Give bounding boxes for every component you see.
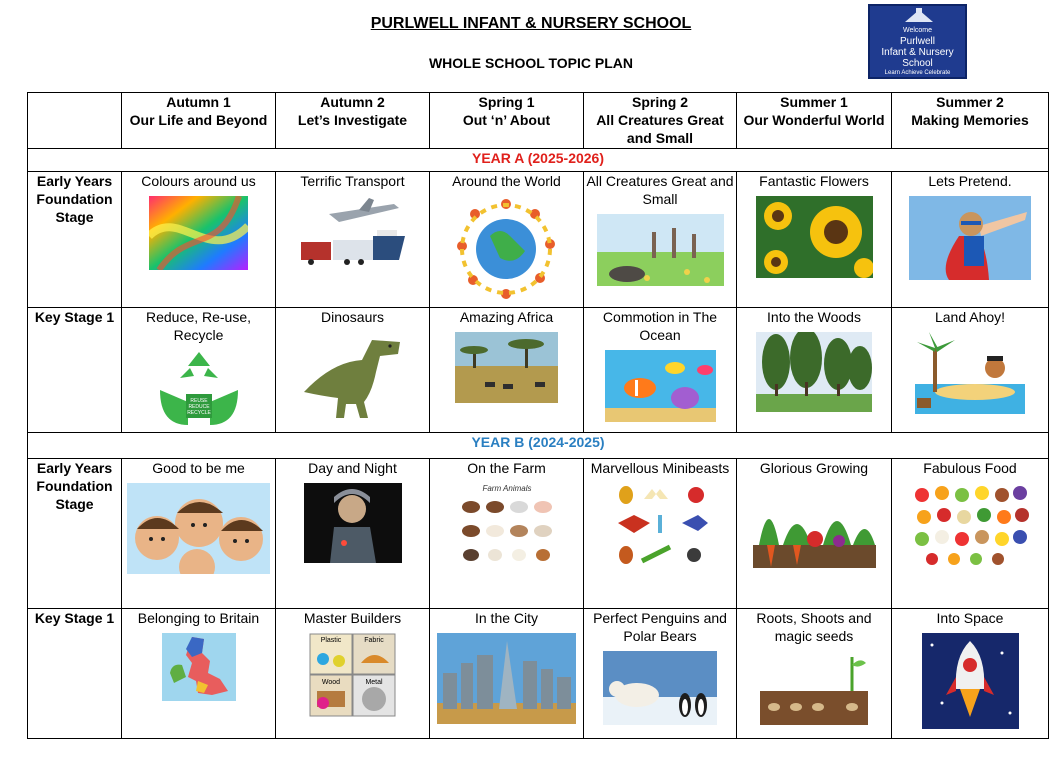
topic-cell: Commotion in The Ocean — [584, 308, 737, 433]
table-row — [28, 609, 1049, 739]
stage-label: Early Years Foundation Stage — [28, 459, 122, 609]
britain-map-image — [162, 633, 236, 701]
svg-text:Wood: Wood — [321, 679, 341, 686]
crest-name: Purlwell Infant & Nursery School — [881, 36, 954, 69]
svg-text:REDUCE: REDUCE — [187, 404, 210, 410]
rocket-image — [922, 633, 1019, 729]
building-icon — [905, 8, 933, 22]
topic-cell: Dinosaurs — [276, 308, 430, 433]
topic-cell: Marvellous Minibeasts — [584, 459, 737, 609]
creatures-image — [597, 214, 724, 286]
topic-cell: Glorious Growing — [737, 459, 892, 609]
sunflowers-image — [756, 196, 873, 278]
svg-text:Metal: Metal — [365, 679, 383, 686]
svg-text:Plastic: Plastic — [320, 637, 342, 644]
plan-title: WHOLE SCHOOL TOPIC PLAN — [428, 55, 634, 71]
minibeasts-image — [612, 483, 708, 573]
topic-cell: In the City — [430, 609, 584, 739]
svg-text:REUSE: REUSE — [189, 398, 208, 404]
term-header: Summer 1 Our Wonderful World — [737, 93, 892, 149]
world-children-image — [455, 196, 558, 301]
stage-label: Key Stage 1 — [28, 308, 122, 433]
ocean-image — [605, 350, 716, 422]
topic-cell: Perfect Penguins and Polar Bears — [584, 609, 737, 739]
children-faces-image — [127, 483, 270, 574]
school-title: PURLWELL INFANT & NURSERY SCHOOL — [370, 15, 692, 32]
transport-image — [299, 196, 407, 266]
woods-image — [756, 332, 872, 412]
topic-cell: Lets Pretend. — [892, 172, 1049, 308]
vegetables-image — [753, 483, 876, 568]
materials-image — [309, 633, 396, 717]
colours-image — [149, 196, 248, 270]
svg-text:Farm Animals: Farm Animals — [481, 484, 532, 493]
topic-cell: Good to be me — [122, 459, 276, 609]
topic-cell: Belonging to Britain — [122, 609, 276, 739]
table-row — [28, 172, 1049, 308]
term-header: Autumn 2 Let’s Investigate — [276, 93, 430, 149]
topic-plan-table — [27, 92, 1049, 739]
svg-text:Fabric: Fabric — [364, 637, 384, 644]
year-b-label: YEAR B (2024-2025) — [28, 433, 1049, 459]
topic-cell: All Creatures Great and Small — [584, 172, 737, 308]
table-row — [28, 308, 1049, 433]
topic-cell: Fantastic Flowers — [737, 172, 892, 308]
topic-cell: Amazing Africa — [430, 308, 584, 433]
topic-cell: Terrific Transport — [276, 172, 430, 308]
polar-image — [603, 651, 717, 725]
stage-label: Key Stage 1 — [28, 609, 122, 739]
term-header: Spring 2 All Creatures Great and Small — [584, 93, 737, 149]
topic-cell: Master Builders Plastic Fabric Wood Metal — [276, 609, 430, 739]
corner-cell — [28, 93, 122, 149]
school-crest — [868, 4, 967, 79]
table-row — [28, 459, 1049, 609]
topic-cell: Fabulous Food — [892, 459, 1049, 609]
topic-cell: Day and Night — [276, 459, 430, 609]
superhero-image — [909, 196, 1031, 280]
year-a-label: YEAR A (2025-2026) — [28, 149, 1049, 172]
topic-cell: Roots, Shoots and magic seeds — [737, 609, 892, 739]
crest-motto: Learn Achieve Celebrate — [884, 70, 951, 76]
seed-growing-image — [760, 651, 868, 725]
topic-cell: Into Space — [892, 609, 1049, 739]
topic-cell: Into the Woods — [737, 308, 892, 433]
city-image — [437, 633, 576, 724]
recycle-image — [158, 350, 240, 427]
topic-cell: Land Ahoy! — [892, 308, 1049, 433]
topic-cell: Colours around us — [122, 172, 276, 308]
night-child-image — [304, 483, 402, 563]
food-image — [910, 483, 1030, 566]
dinosaur-image — [302, 332, 404, 420]
farm-animals-image — [457, 483, 557, 575]
term-header: Summer 2 Making Memories — [892, 93, 1049, 149]
pirate-island-image — [915, 332, 1025, 414]
stage-label: Early Years Foundation Stage — [28, 172, 122, 308]
term-header: Autumn 1 Our Life and Beyond — [122, 93, 276, 149]
svg-text:RECYCLE: RECYCLE — [186, 410, 211, 416]
topic-cell: Reduce, Re-use, Recycle REUSE REDUCE RECYCLE — [122, 308, 276, 433]
term-header-row — [28, 93, 1049, 149]
term-header: Spring 1 Out ‘n’ About — [430, 93, 584, 149]
topic-cell: On the Farm Farm Animals — [430, 459, 584, 609]
topic-cell: Around the World — [430, 172, 584, 308]
africa-savanna-image — [455, 332, 558, 403]
crest-welcome: Welcome — [902, 27, 933, 34]
